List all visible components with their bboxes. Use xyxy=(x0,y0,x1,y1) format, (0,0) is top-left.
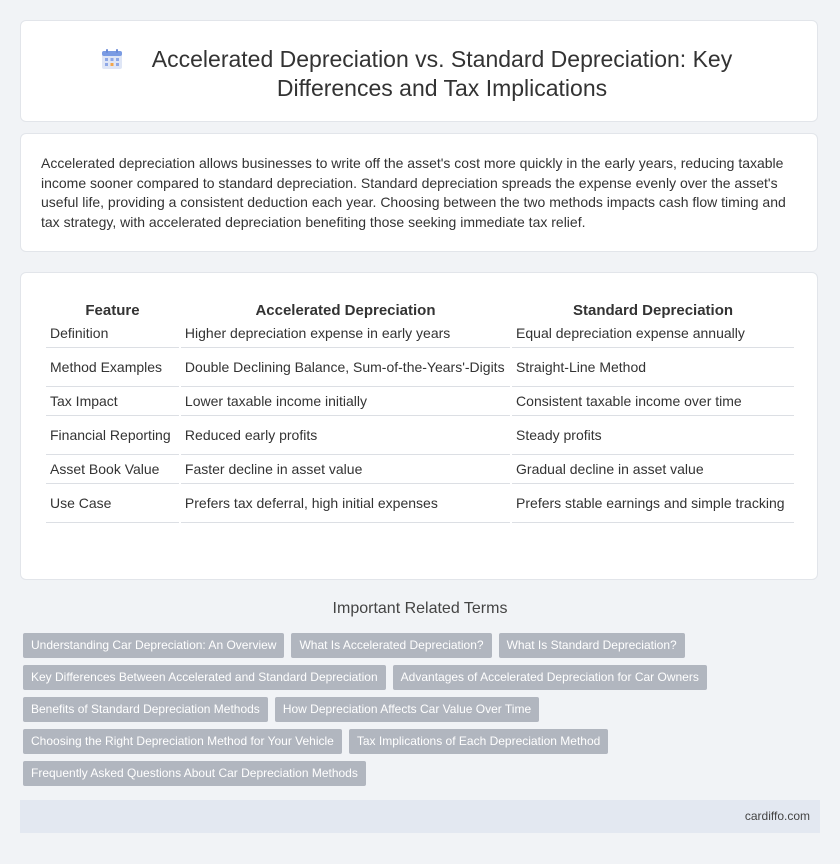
standard-cell: Consistent taxable income over time xyxy=(512,387,794,416)
page-title: Accelerated Depreciation vs. Standard Depreciation: Key Differences and Tax Implications xyxy=(151,46,733,101)
tag-row xyxy=(23,697,723,722)
feature-cell: Use Case xyxy=(46,484,179,523)
tag-row xyxy=(23,729,723,754)
related-term-tag[interactable]: What Is Standard Depreciation? xyxy=(499,633,685,658)
related-term-tag[interactable]: Frequently Asked Questions About Car Depreciation Methods xyxy=(23,761,366,786)
related-terms-heading: Important Related Terms xyxy=(332,600,508,617)
header-feature: Feature xyxy=(85,302,140,319)
header-accelerated: Accelerated Depreciation xyxy=(255,302,436,319)
standard-cell: Equal depreciation expense annually xyxy=(512,319,794,348)
tag-row xyxy=(23,761,723,786)
table-header-row xyxy=(46,295,794,319)
related-term-tag[interactable]: Understanding Car Depreciation: An Overview xyxy=(23,633,284,658)
table-row xyxy=(46,319,794,348)
feature-cell: Financial Reporting xyxy=(46,416,179,455)
footer xyxy=(20,800,820,833)
table-row xyxy=(46,484,794,523)
header-standard: Standard Depreciation xyxy=(573,302,734,319)
related-terms-list xyxy=(23,633,723,793)
table-row xyxy=(46,455,794,484)
comparison-card xyxy=(20,272,818,580)
accelerated-cell: Reduced early profits xyxy=(181,416,510,455)
standard-cell: Prefers stable earnings and simple tracking xyxy=(512,484,794,523)
title-card xyxy=(20,20,818,122)
footer-site-link[interactable]: cardiffo.com xyxy=(744,809,810,823)
table-row xyxy=(46,387,794,416)
related-term-tag[interactable]: Choosing the Right Depreciation Method for Your Vehicle xyxy=(23,729,342,754)
title-row xyxy=(101,45,737,103)
feature-cell: Asset Book Value xyxy=(46,455,179,484)
accelerated-cell: Prefers tax deferral, high initial expenses xyxy=(181,484,510,523)
feature-cell: Tax Impact xyxy=(46,387,179,416)
tag-row xyxy=(23,633,723,658)
table-row xyxy=(46,416,794,455)
accelerated-cell: Faster decline in asset value xyxy=(181,455,510,484)
intro-paragraph: Accelerated depreciation allows businesses to write off the asset's cost more quickly in the early years, reducing taxable income sooner compared to standard depreciation. Standard depreciation spreads the expense evenly over the asset's useful life, providing a consistent deduction each year. Choosing between the two methods impacts cash flow timing and tax strategy, with accelerated depreciation benefiting those seeking immediate tax relief. xyxy=(41,155,786,230)
standard-cell: Straight-Line Method xyxy=(512,348,794,387)
feature-cell: Definition xyxy=(46,319,179,348)
related-term-tag[interactable]: Key Differences Between Accelerated and Standard Depreciation xyxy=(23,665,386,690)
related-term-tag[interactable]: How Depreciation Affects Car Value Over Time xyxy=(275,697,539,722)
feature-cell: Method Examples xyxy=(46,348,179,387)
standard-cell: Steady profits xyxy=(512,416,794,455)
accelerated-cell: Higher depreciation expense in early years xyxy=(181,319,510,348)
related-term-tag[interactable]: Advantages of Accelerated Depreciation for Car Owners xyxy=(393,665,707,690)
related-term-tag[interactable]: What Is Accelerated Depreciation? xyxy=(291,633,491,658)
standard-cell: Gradual decline in asset value xyxy=(512,455,794,484)
intro-card xyxy=(20,133,818,252)
related-term-tag[interactable]: Tax Implications of Each Depreciation Method xyxy=(349,729,608,754)
comparison-table xyxy=(44,295,796,523)
accelerated-cell: Double Declining Balance, Sum-of-the-Years'-Digits xyxy=(181,348,510,387)
table-row xyxy=(46,348,794,387)
calendar-icon xyxy=(101,48,123,70)
related-term-tag[interactable]: Benefits of Standard Depreciation Methods xyxy=(23,697,268,722)
accelerated-cell: Lower taxable income initially xyxy=(181,387,510,416)
tag-row xyxy=(23,665,723,690)
